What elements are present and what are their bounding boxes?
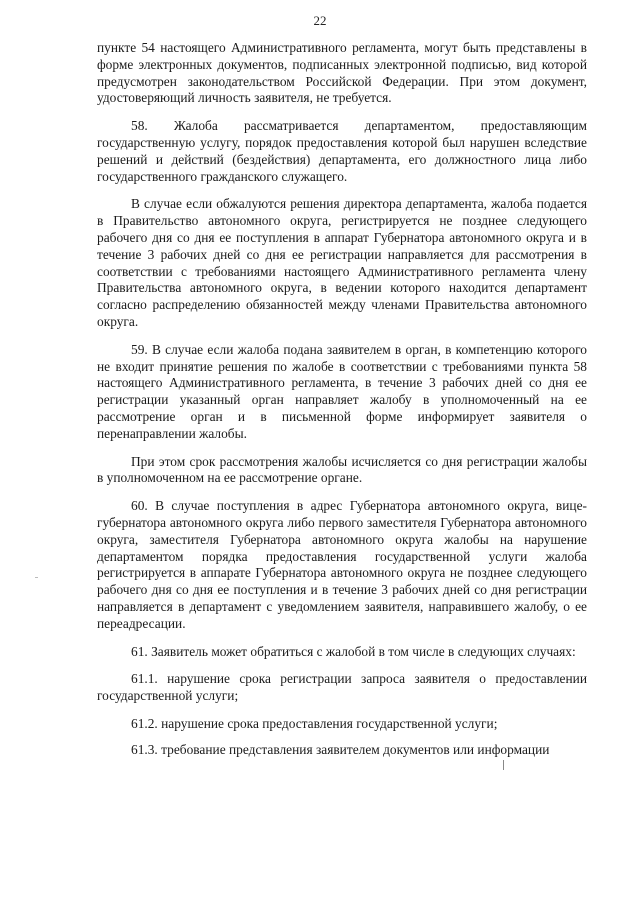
- paragraph-58-director: В случае если обжалуются решения директора департамента, жалоба подается в Правительство автономного округа, регистрируется не позднее следующего рабочего дня со дня ее поступления в аппарат Губернатора автономного округа и в течение 3 рабочих дней со дня ее регистрации направляется для рассмотрения в соответствии с требованиями настоящего Административного регламента члену Правительства автономного округа, в ведении которого находится департамент согласно распределению обязанностей между членами Правительства автономного округа.: [97, 196, 587, 329]
- paragraph-58: 58. Жалоба рассматривается департаментом, предоставляющим государственную услугу, порядок предоставления которой был нарушен вследствие решений и действий (бездействия) департамента, его должностного лица либо государственного гражданского служащего.: [97, 118, 587, 184]
- scan-mark-left: [35, 577, 38, 578]
- paragraph-59-term: При этом срок рассмотрения жалобы исчисляется со дня регистрации жалобы в уполномоченном на ее рассмотрение органе.: [97, 453, 587, 486]
- paragraph-61-2: 61.2. нарушение срока предоставления государственной услуги;: [131, 715, 498, 731]
- page-number: 22: [313, 13, 327, 28]
- paragraph-61-3: 61.3. требование представления заявителем документов или информации: [131, 741, 550, 757]
- document-body: [97, 40, 587, 769]
- paragraph-61: 61. Заявитель может обратиться с жалобой в том числе в следующих случаях:: [131, 643, 576, 659]
- paragraph-59: 59. В случае если жалоба подана заявителем в орган, в компетенцию которого не входит принятие решения по жалобе в соответствии с требованиями пункта 58 настоящего Административного регламента, в течение 3 рабочих дней со дня ее регистрации указанный орган направляет жалобу в уполномоченный на ее рассмотрение орган и в письменной форме информирует заявителя о перенаправлении жалобы.: [97, 341, 587, 441]
- paragraph-continuation: пункте 54 настоящего Административного регламента, могут быть представлены в форме электронных документов, подписанных электронной подписью, вид которой предусмотрен законодательством Российской Федерации. При этом документ, удостоверяющий личность заявителя, не требуется.: [97, 40, 587, 106]
- paragraph-61-1: 61.1. нарушение срока регистрации запроса заявителя о предоставлении государственной услуги;: [97, 671, 587, 704]
- paragraph-60: 60. В случае поступления в адрес Губернатора автономного округа, вице-губернатора автономного округа либо первого заместителя Губернатора автономного округа, заместителя Губернатора автономного округа жалобы на нарушение департаментом порядка предоставления государственной услуги жалоба регистрируется в аппарате Губернатора автономного округа не позднее следующего рабочего дня со дня ее поступления и в течение 3 рабочих дней со дня регистрации направляется в департамент с уведомлением заявителя, направившего жалобу, о ее переадресации.: [97, 498, 587, 631]
- scan-mark: [503, 760, 504, 770]
